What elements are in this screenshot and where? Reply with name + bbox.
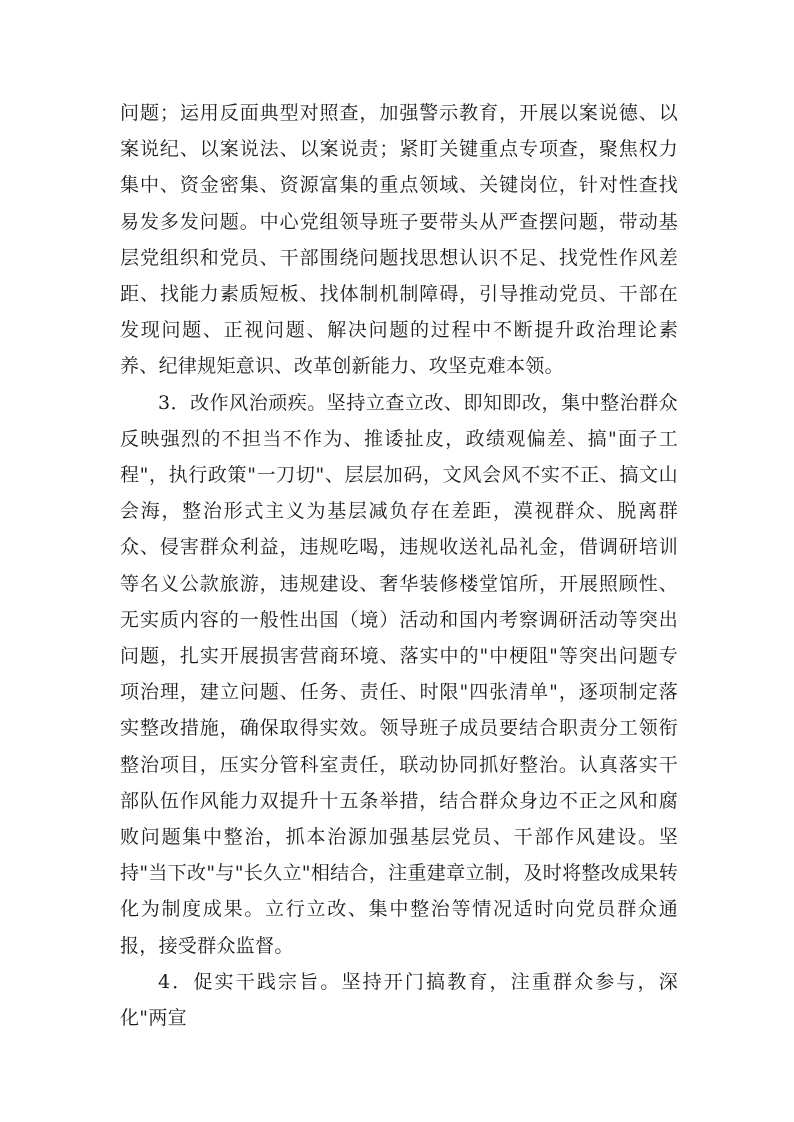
paragraph-continuation: 问题；运用反面典型对照查，加强警示教育，开展以案说德、以案说纪、以案说法、以案说责；紧盯关键重点专项查，聚焦权力集中、资金密集、资源富集的重点领域、关键岗位，针对性查找易发多发问题。中心党组领导班子要带头从严查摆问题，带动基层党组织和党员、干部围绕问题找思想认识不足、找党性作风差距、找能力素质短板、找体制机制障碍，引导推动党员、干部在发现问题、正视问题、解决问题的过程中不断提升政治理论素养、纪律规矩意识、改革创新能力、攻坚克难本领。 <box>120 102 678 378</box>
paragraph-item-3: 3．改作风治顽疾。坚持立查立改、即知即改，集中整治群众反映强烈的不担当不作为、推诿扯皮，政绩观偏差、搞"面子工程"，执行政策"一刀切"、层层加码，文风会风不实不正、搞文山会海，整治形式主义为基层减负存在差距，漠视群众、脱离群众、侵害群众利益，违规吃喝，违规收送礼品礼金，借调研培训等名义公款旅游，违规建设、奢华装修楼堂馆所，开展照顾性、无实质内容的一般性出国（境）活动和国内考察调研活动等突出问题，扎实开展损害营商环境、落实中的"中梗阻"等突出问题专项治理，建立问题、任务、责任、时限"四张清单"，逐项制定落实整改措施，确保取得实效。领导班子成员要结合职责分工领衔整治项目，压实分管科室责任，联动协同抓好整治。认真落实干部队伍作风能力双提升十五条举措，结合群众身边不正之风和腐败问题集中整治，抓本治源加强基层党员、干部作风建设。坚持"当下改"与"长久立"相结合，注重建章立制，及时将整改成果转化为制度成果。立行立改、集中整治等情况适时向党员群众通报，接受群众监督。 <box>120 391 678 957</box>
paragraph-item-4: 4．促实干践宗旨。坚持开门搞教育，注重群众参与，深化"两宣 <box>120 970 678 1030</box>
document-body <box>120 95 678 1036</box>
